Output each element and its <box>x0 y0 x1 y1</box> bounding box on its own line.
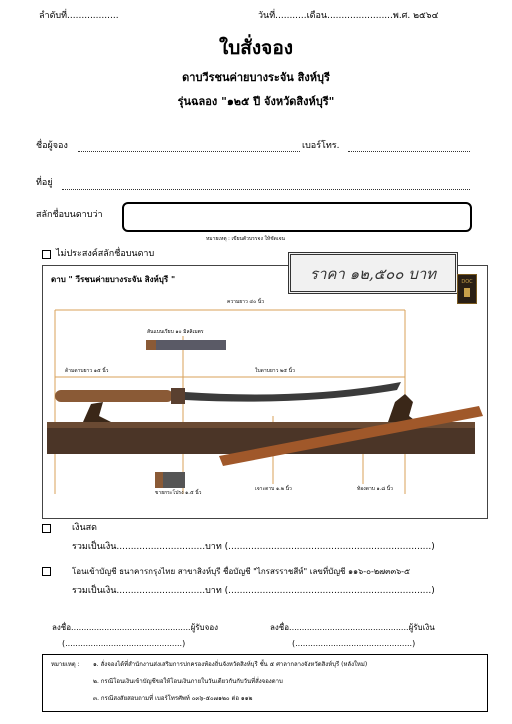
cash-checkbox[interactable] <box>42 524 51 533</box>
stand-left-rest <box>83 402 111 422</box>
edition-line: รุ่นฉลอง "๑๒๕ ปี จังหวัดสิงห์บุรี" <box>177 95 335 108</box>
diameter-sample-band <box>146 340 156 350</box>
no-engrave-label: ไม่ประสงค์สลักชื่อบนดาบ <box>56 249 155 259</box>
receiver-name-line[interactable]: (..............................................) <box>62 639 186 648</box>
address-label: ที่อยู่ <box>36 178 53 188</box>
cash-total-line[interactable]: รวมเป็นเงิน...............................บาท (.......................................................................) <box>72 542 435 552</box>
diameter-sample <box>146 340 226 350</box>
note-item-1: ๑. สั่งจองได้ที่สำนักงานส่งเสริมการปกครองท้องถิ่นจังหวัดสิงห์บุรี ชั้น ๕ ศาลากลางจังหวัดสิงห์บุรี (หลังใหม่) <box>93 661 368 668</box>
engrave-note: หมายเหตุ : เขียนตัวบรรจง ให้ชัดเจน <box>206 236 285 242</box>
engrave-name-box[interactable] <box>122 202 472 232</box>
total-length-label: ความยาว ๔๐ นิ้ว <box>227 299 265 305</box>
sword-handle <box>55 390 173 402</box>
diameter-label: สันแบนเรียบ ๑๐ มิลลิเมตร <box>147 329 204 335</box>
address-field[interactable] <box>62 189 470 190</box>
date-line: วันที่...........เดือน.......................พ.ศ. ๒๕๖๔ <box>258 11 439 21</box>
transfer-total-line[interactable]: รวมเป็นเงิน...............................บาท (.......................................................................) <box>72 586 435 596</box>
product-caption: ดาบ " วีรชนค่ายบางระจัน สิงห์บุรี " <box>51 275 176 284</box>
handle-length-label: ด้ามดาบยาว ๑๕ นิ้ว <box>65 368 109 374</box>
note-item-3: ๓. กรณีสงสัยสอบถามที่ เบอร์โทรศัพท์ ๐๓๖-๕๐๗๑๒๐ ต่อ ๑๑๒ <box>93 695 253 702</box>
engrave-label: สลักชื่อบนดาบว่า <box>36 210 103 220</box>
transfer-label: โอนเข้าบัญชี ธนาคารกรุงไทย สาขาสิงห์บุรี ชื่อบัญชี "ไกรสรราชสีห์" เลขที่บัญชี ๑๑๖-๐-๒๗๓๓๖-๕ <box>72 567 411 576</box>
price-text: ราคา ๑๒,๕๐๐ บาท <box>309 265 437 283</box>
booker-field[interactable] <box>78 151 300 152</box>
sword-blade <box>185 382 401 402</box>
cashier-name-line[interactable]: (..............................................) <box>292 639 416 648</box>
notes-label: หมายเหตุ : <box>51 661 80 668</box>
product-image-frame <box>42 265 488 519</box>
page-title: ใบสั่งจอง <box>218 37 294 59</box>
blade-width-label: เจาะดาบ ๑.๒ นิ้ว <box>255 486 292 492</box>
cashier-signature-line[interactable]: ลงชื่อ...............................................ผู้รับเงิน <box>270 623 435 632</box>
blade-length-label: ใบดาบยาว ๒๕ นิ้ว <box>255 368 295 374</box>
transfer-checkbox[interactable] <box>42 567 51 576</box>
brand-logo: DOC <box>457 274 477 304</box>
stand-right-rest <box>388 394 417 422</box>
order-number: ลำดับที่.................. <box>39 11 119 21</box>
sheath-width-label: ท้องดาบ ๑.๘ นิ้ว <box>357 486 393 492</box>
phone-field[interactable] <box>348 151 470 152</box>
cash-label: เงินสด <box>72 523 97 533</box>
hilt-sample-band <box>155 472 163 488</box>
no-engrave-checkbox[interactable] <box>42 250 51 259</box>
sword-hilt <box>171 388 185 404</box>
booker-label: ชื่อผู้จอง <box>36 141 68 151</box>
sword-illustration <box>43 266 487 518</box>
note-item-2: ๒. กรณีโอนเงินเข้าบัญชีขอให้โอนเงินภายในวันเดียวกันกับวันที่สั่งจองดาบ <box>93 678 283 685</box>
subtitle: ดาบวีรชนค่ายบางระจัน สิงห์บุรี <box>182 71 330 84</box>
hilt-width-label: ขายกระโปรง ๑.๕ นิ้ว <box>155 490 202 496</box>
notes-box <box>42 654 488 712</box>
receiver-signature-line[interactable]: ลงชื่อ...............................................ผู้รับจอง <box>52 623 219 632</box>
phone-label: เบอร์โทร. <box>302 141 340 151</box>
